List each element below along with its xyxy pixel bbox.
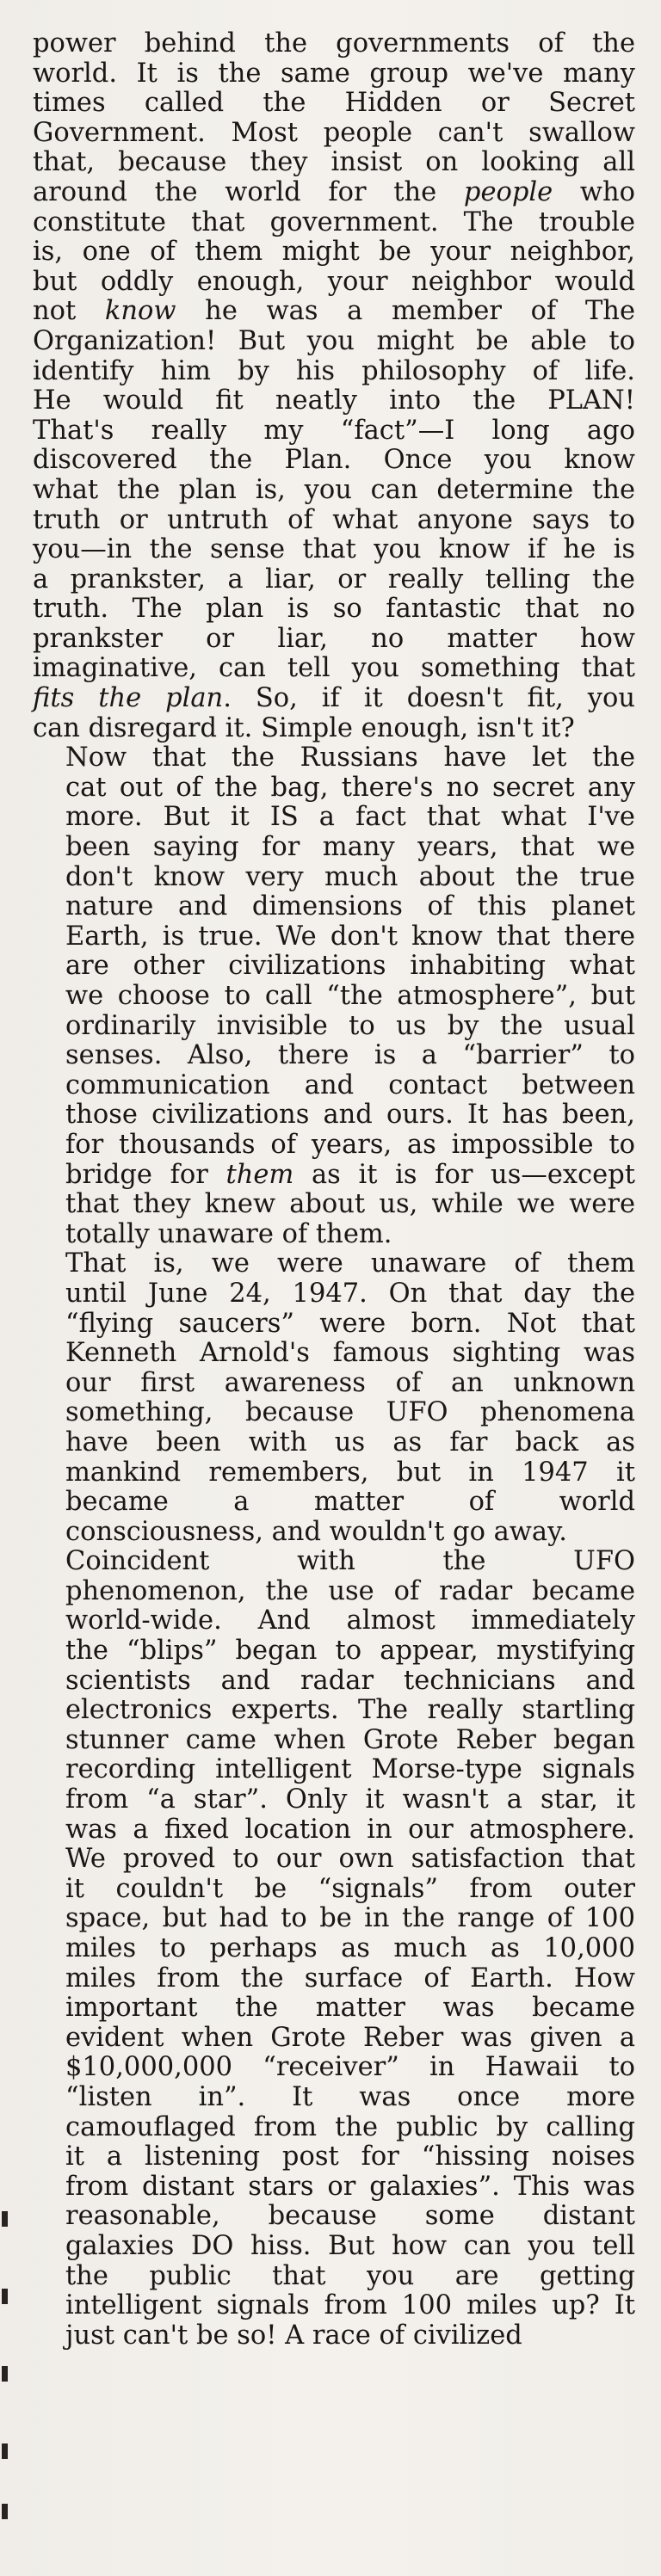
text-line: evident when Grote Reber was given a xyxy=(65,2022,635,2053)
text-line: been saying for many years, that we xyxy=(65,832,635,863)
text-line: our first awareness of an unknown xyxy=(65,1367,635,1398)
paragraph xyxy=(33,1547,635,2351)
text-line: Now that the Russians have let the xyxy=(65,743,635,773)
text-line: identify him by his philosophy of life. xyxy=(33,355,635,386)
text-line: it a listening post for “hissing noises xyxy=(65,2142,635,2172)
text-line: Organization! But you might be able to xyxy=(33,325,635,356)
text-line: Kenneth Arnold's famous sighting was xyxy=(65,1338,635,1369)
text-line: we choose to call “the atmosphere”, but xyxy=(65,981,635,1011)
paragraph xyxy=(33,743,635,1249)
text-line: phenomenon, the use of radar became xyxy=(65,1575,635,1606)
text-line: a prankster, a liar, or really telling the xyxy=(33,564,635,595)
text-line: We proved to our own satisfaction that xyxy=(65,1844,635,1875)
text-line: what the plan is, you can determine the xyxy=(33,474,635,505)
text-line: around the world for the people who xyxy=(33,176,636,207)
text-line: discovered the Plan. Once you know xyxy=(33,445,635,476)
text-line: you—in the sense that you know if he is xyxy=(33,534,635,565)
text-line: Coincident with the UFO xyxy=(65,1546,635,1577)
text-line: Earth, is true. We don't know that there xyxy=(65,921,635,952)
text-line: galaxies DO hiss. But how can you tell xyxy=(65,2230,635,2261)
text-line: world. It is the same group we've many xyxy=(33,58,635,89)
text-line: ordinarily invisible to us by the usual xyxy=(65,1010,635,1041)
text-line: from distant stars or galaxies”. This was xyxy=(65,2171,635,2202)
text-line: that they knew about us, while we were xyxy=(65,1189,635,1220)
paragraph xyxy=(33,29,635,743)
text-line: from “a star”. Only it wasn't a star, it xyxy=(65,1784,635,1815)
text-line: for thousands of years, as impossible to xyxy=(65,1129,635,1160)
text-line: “flying saucers” were born. Not that xyxy=(65,1308,635,1339)
text-line: stunner came when Grote Reber began xyxy=(65,1724,635,1755)
text-line: miles from the surface of Earth. How xyxy=(65,1963,635,1994)
text-line: “listen in”. It was once more xyxy=(65,2081,635,2112)
text-line: nature and dimensions of this planet xyxy=(65,891,635,922)
text-line: reasonable, because some distant xyxy=(65,2201,635,2232)
text-line: can disregard it. Simple enough, isn't it? xyxy=(33,712,575,743)
text-line: have been with us as far back as xyxy=(65,1427,635,1457)
text-line: world-wide. And almost immediately xyxy=(65,1605,635,1636)
text-line: senses. Also, there is a “barrier” to xyxy=(65,1040,635,1071)
text-line: fits the plan. So, if it doesn't fit, you xyxy=(33,683,635,714)
text-line: was a fixed location in our atmosphere. xyxy=(65,1814,635,1845)
text-line: something, because UFO phenomena xyxy=(65,1397,635,1428)
text-line: space, but had to be in the range of 100 xyxy=(65,1903,635,1934)
left-margin-print-bleed xyxy=(0,2185,12,2564)
text-line: times called the Hidden or Secret xyxy=(33,88,635,119)
text-line: scientists and radar technicians and xyxy=(65,1665,635,1696)
text-line: important the matter was became xyxy=(65,1993,635,2024)
text-line: recording intelligent Morse-type signals xyxy=(65,1754,635,1785)
text-line: miles to perhaps as much as 10,000 xyxy=(65,1933,635,1963)
text-line: don't know very much about the true xyxy=(65,861,635,892)
text-line: That's really my “fact”—I long ago xyxy=(33,415,635,446)
text-line: cat out of the bag, there's no secret any xyxy=(65,772,635,803)
text-line: truth. The plan is so fantastic that no xyxy=(33,594,635,625)
text-line: consciousness, and wouldn't go away. xyxy=(65,1516,567,1547)
text-line: those civilizations and ours. It has been, xyxy=(65,1100,635,1131)
text-line: $10,000,000 “receiver” in Hawaii to xyxy=(65,2052,635,2083)
text-line: but oddly enough, your neighbor would xyxy=(33,266,635,297)
text-line: mankind remembers, but in 1947 it xyxy=(65,1457,635,1488)
text-line: camouflaged from the public by calling xyxy=(65,2111,635,2142)
text-line: the “blips” began to appear, mystifying xyxy=(65,1636,635,1667)
text-line: are other civilizations inhabiting what xyxy=(65,951,635,982)
text-line: the public that you are getting xyxy=(65,2260,635,2291)
text-line: imaginative, can tell you something that xyxy=(33,653,635,684)
text-line: totally unaware of them. xyxy=(65,1218,392,1249)
text-line: power behind the governments of the xyxy=(33,28,635,59)
text-line: truth or untruth of what anyone says to xyxy=(33,504,635,535)
text-line: prankster or liar, no matter how xyxy=(33,623,635,654)
article-column xyxy=(33,29,635,2351)
text-line: Government. Most people can't swallow xyxy=(33,117,635,148)
text-line: bridge for them as it is for us—except xyxy=(65,1159,636,1190)
text-line: not know he was a member of The xyxy=(33,296,635,327)
text-line: That is, we were unaware of them xyxy=(65,1248,635,1279)
text-line: that, because they insist on looking all xyxy=(33,147,635,178)
text-line: just can't be so! A race of civilized xyxy=(65,2320,522,2351)
text-line: became a matter of world xyxy=(65,1487,635,1518)
text-line: until June 24, 1947. On that day the xyxy=(65,1278,635,1309)
text-line: electronics experts. The really startling xyxy=(65,1695,635,1726)
text-line: more. But it IS a fact that what I've xyxy=(65,802,635,833)
text-line: communication and contact between xyxy=(65,1069,635,1100)
text-line: constitute that government. The trouble xyxy=(33,206,635,237)
text-line: intelligent signals from 100 miles up? It xyxy=(65,2290,635,2321)
text-line: it couldn't be “signals” from outer xyxy=(65,1873,635,1904)
text-line: is, one of them might be your neighbor, xyxy=(33,237,635,268)
paragraph xyxy=(33,1249,635,1547)
text-line: He would fit neatly into the PLAN! xyxy=(33,385,635,416)
